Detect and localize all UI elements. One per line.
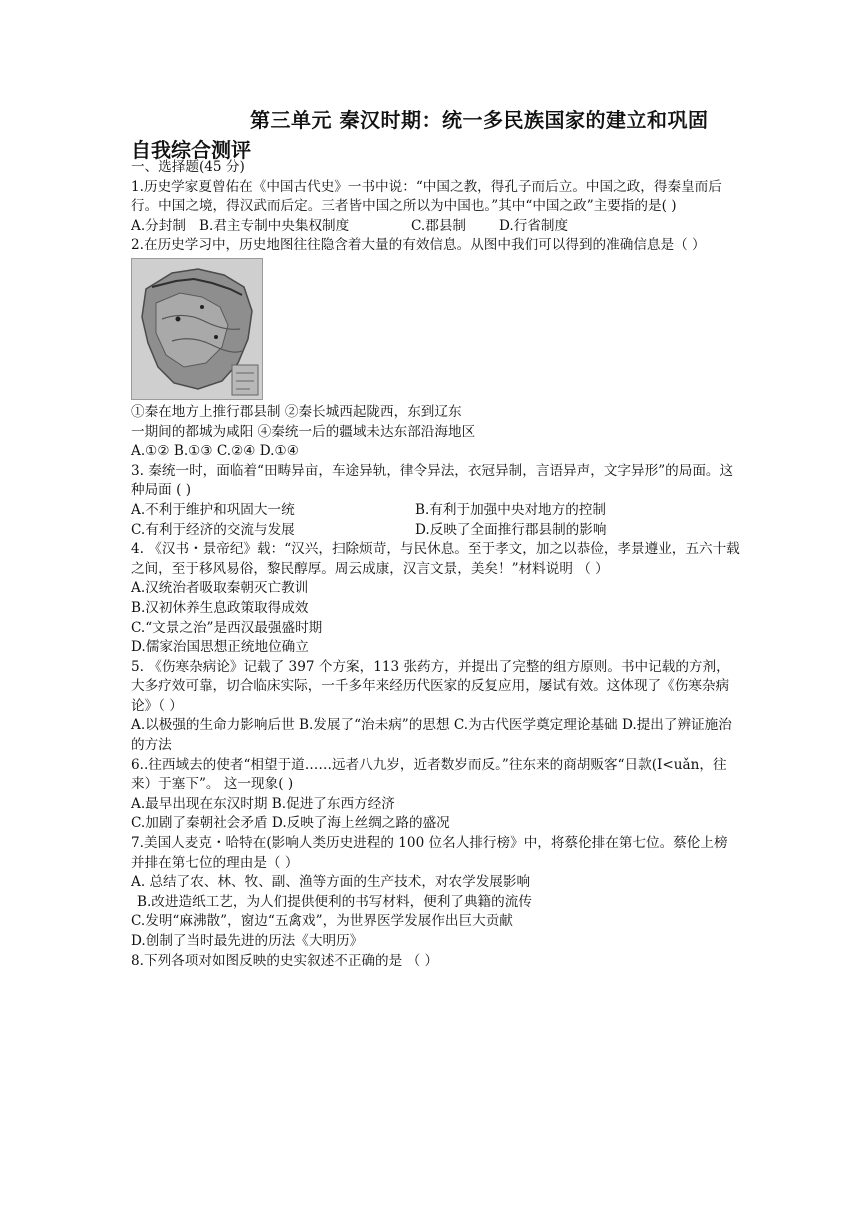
q7-option-d: D.创制了当时最先进的历法《大明历》 [131, 933, 364, 949]
question-1-options [131, 217, 741, 237]
question-6-options-cd: C.加剧了秦朝社会矛盾 D.反映了海上丝绸之路的盛况 [131, 815, 450, 832]
q1-option-d: D.行省制度 [499, 217, 569, 234]
q1-option-b: B.君主专制中央集权制度 [199, 217, 350, 234]
unit-title: 第三单元 秦汉时期：统一多民族国家的建立和巩固 [250, 108, 709, 132]
question-3-options-cd [131, 521, 741, 541]
q7-option-c: C.发明“麻沸散”，窗边“五禽戏”，为世界医学发展作出巨大贡献 [131, 913, 513, 930]
question-list [131, 158, 741, 971]
section-heading: 一、选择题(45 分) [131, 159, 245, 175]
q1-option-c: C.郡县制 [411, 217, 467, 234]
q1-option-a: A.分封制 [131, 217, 186, 234]
q4-option-b: B.汉初休养生息政策取得成效 [131, 599, 309, 616]
question-2-statement-2: 一期间的都城为咸阳 ④秦统一后的疆域未达东部沿海地区 [131, 423, 476, 440]
q3-option-d: D.反映了全面推行郡县制的影响 [415, 521, 607, 538]
question-6-stem: 6..往西域去的使者“相望于道……远者八九岁，近者数岁而反。”往东来的商胡贩客“日款(I<uǎn，往来）于塞下”。 这一现象( ) [131, 756, 727, 793]
question-3-stem: 3. 秦统一时，面临着“田畴异亩，车途异轨，律令异法，衣冠异制，言语异声，文字异形”的局面。这种局面 ( ) [131, 462, 734, 499]
question-6-options-ab: A.最早出现在东汉时期 B.促进了东西方经济 [131, 795, 395, 812]
q4-option-c: C.“文景之治”是西汉最强盛时期 [131, 619, 323, 636]
q4-option-d: D.儒家治国思想正统地位确立 [131, 639, 309, 656]
test-subtitle: 自我综合测评 [131, 138, 251, 162]
question-1-stem: 1.历史学家夏曾佑在《中国古代史》一书中说：“中国之教，得孔子而后立。中国之政，得秦皇而后行。中国之境，得汉武而后定。三者皆中国之所以为中国也。”其中“中国之政”主要指的是( ) [131, 178, 722, 215]
question-5-options: A.以极强的生命力影响后世 B.发展了“治未病”的思想 C.为古代医学奠定理论基础 D.提出了辨证施治的方法 [131, 717, 732, 754]
question-4-stem: 4. 《汉书・景帝纪》载：“汉兴，扫除烦苛，与民休息。至于孝文，加之以恭俭，孝景遵业，五六十载之间，至于移风易俗，黎民醇厚。周云成康，汉言文景，美矣！”材料说明 （ ） [131, 541, 740, 577]
question-3-options-ab [131, 501, 741, 521]
q4-option-a: A.汉统治者吸取秦朝灭亡教训 [131, 580, 309, 597]
q7-option-a: A. 总结了农、林、牧、副、渔等方面的生产技术，对农学发展影响 [131, 874, 531, 891]
question-5-stem: 5. 《伤寒杂病论》记载了 397 个方案，113 张药方，并提出了完整的组方原则。书中记载的方剂，大多疗效可靠，切合临床实际，一千多年来经历代医家的反复应用，屡试有效。这体现了《伤寒杂病论》（ ） [131, 658, 730, 714]
q3-option-a: A.不利于维护和巩固大一统 [131, 501, 295, 518]
question-7-stem: 7.美国人麦克・哈特在(影响人类历史进程的 100 位名人排行榜》中，将蔡伦排在第七位。蔡伦上榜并排在第七位的理由是（ ） [131, 835, 728, 871]
question-2-options: A.①② B.①③ C.②④ D.①④ [131, 443, 299, 460]
question-2-statement-1: ①秦在地方上推行郡县制 ②秦长城西起陇西，东到辽东 [131, 403, 462, 420]
map-icon [132, 259, 262, 399]
question-2-stem: 2.在历史学习中，历史地图往往隐含着大量的有效信息。从图中我们可以得到的准确信息是（ ） [131, 237, 706, 254]
question-8-stem: 8.下列各项对如图反映的史实叙述不正确的是 （ ） [131, 952, 439, 969]
qin-territory-map-image [131, 258, 263, 400]
q3-option-b: B.有利于加强中央对地方的控制 [415, 501, 607, 518]
q3-option-c: C.有利于经济的交流与发展 [131, 521, 295, 538]
q7-option-b: B.改进造纸工艺，为人们提供便利的书写材料，便利了典籍的流传 [137, 893, 532, 910]
